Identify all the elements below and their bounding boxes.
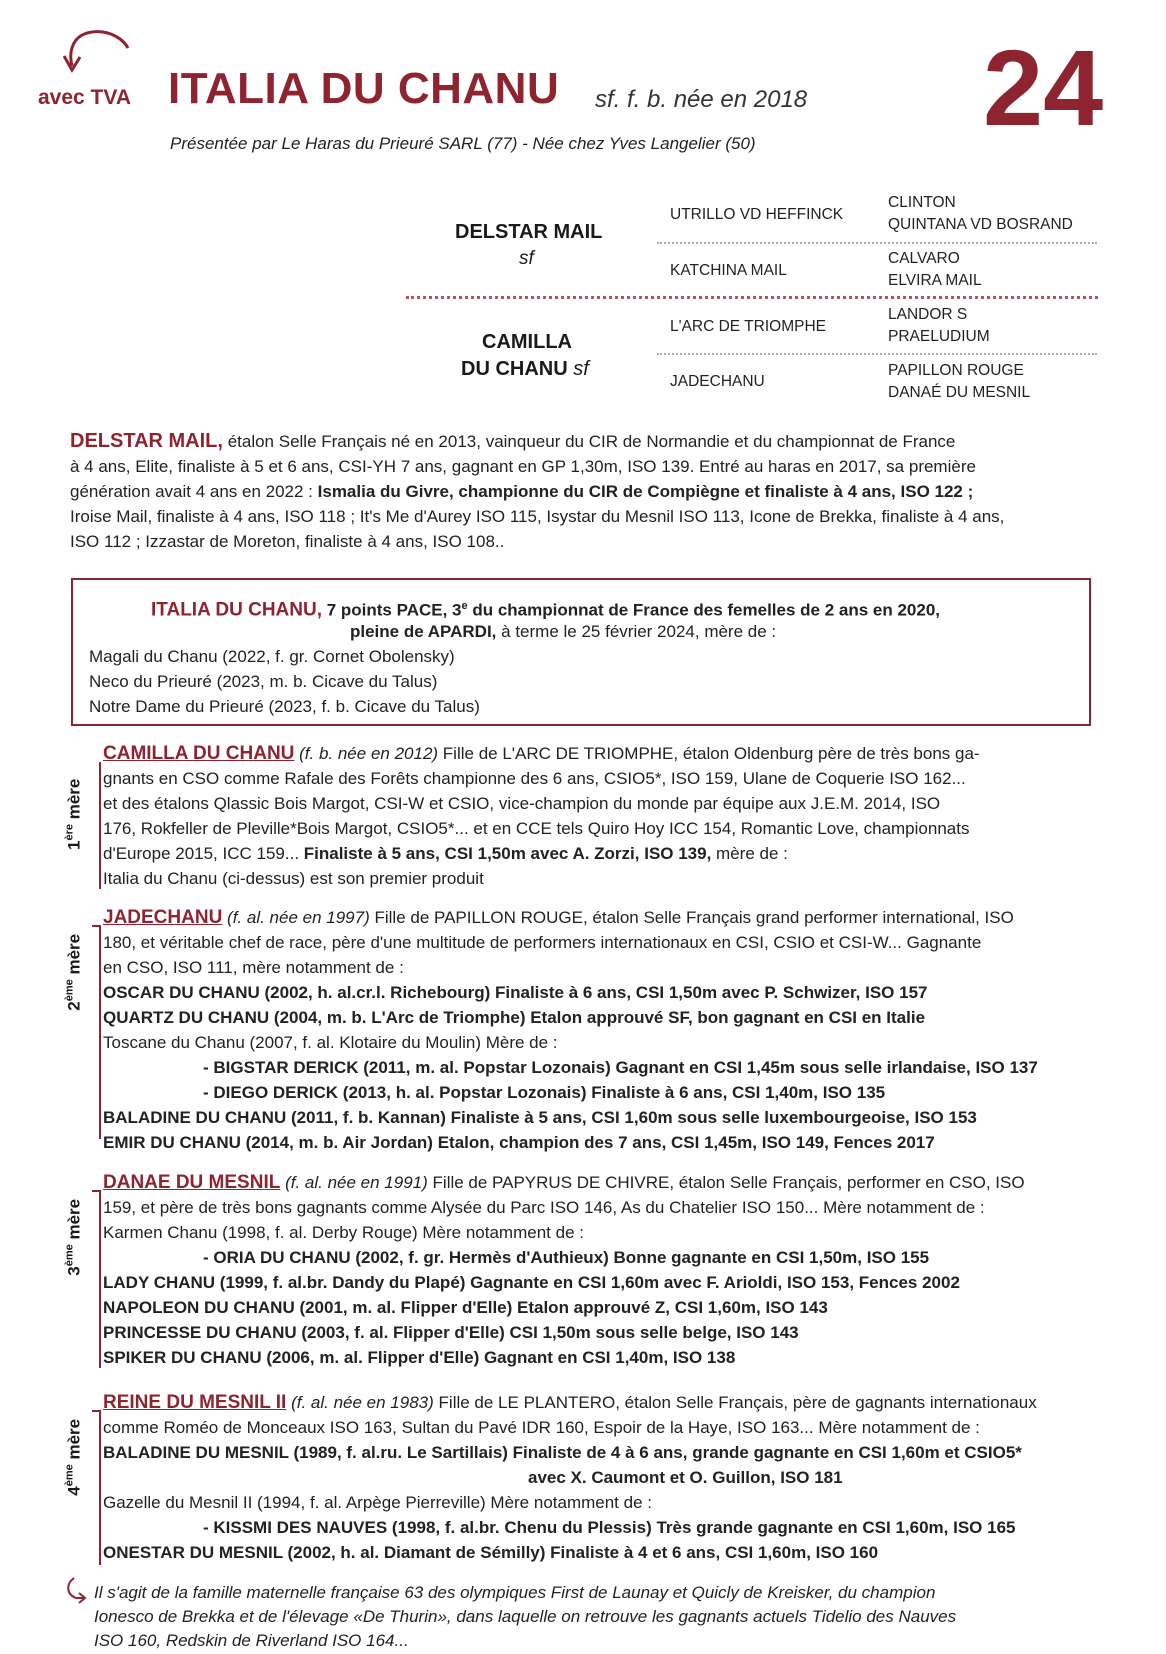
dam-line: avec X. Caumont et O. Guillon, ISO 181 <box>528 1468 843 1487</box>
ped-sdd: ELVIRA MAIL <box>888 272 982 289</box>
box-progeny: Neco du Prieuré (2023, m. b. Cicave du Talus) <box>89 672 438 691</box>
dam-line: EMIR DU CHANU (2014, m. b. Air Jordan) Etalon, champion des 7 ans, CSI 1,45m, ISO 149, Fences 2017 <box>103 1133 935 1152</box>
footer-note: Il s'agit de la famille maternelle française 63 des olympiques First de Launay et Quicly de Kreisker, du champion <box>94 1583 936 1602</box>
fourth-dam-label: 4ème mère <box>63 1418 84 1496</box>
dam-line: ONESTAR DU MESNIL (2002, h. al. Diamant de Sémilly) Finaliste à 4 et 6 ans, CSI 1,60m, ISO 160 <box>103 1543 879 1562</box>
sire-text-line: DELSTAR MAIL, étalon Selle Français né en 2013, vainqueur du CIR de Normandie et du championnat de France <box>70 430 956 452</box>
ped-dd: JADECHANU <box>670 373 765 390</box>
dam-name-line2: DU CHANU sf <box>461 358 589 380</box>
ped-ss: UTRILLO VD HEFFINCK <box>670 206 844 223</box>
dam-line: BALADINE DU CHANU (2011, f. b. Kannan) Finaliste à 5 ans, CSI 1,60m sous selle luxembourgeoise, ISO 153 <box>103 1108 977 1127</box>
dam-line: 176, Rokfeller de Pleville*Bois Margot, CSIO5*... et en CCE tels Quiro Hoy ICC 154, Romantic Love, championnats <box>103 819 970 838</box>
horse-description: sf. f. b. née en 2018 <box>595 86 808 113</box>
box-progeny: Notre Dame du Prieuré (2023, f. b. Cicave du Talus) <box>89 697 480 716</box>
dam-line: REINE DU MESNIL II (f. al. née en 1983) Fille de LE PLANTERO, étalon Selle Français, père de gagnants internationaux <box>103 1392 1037 1413</box>
dam-line: SPIKER DU CHANU (2006, m. al. Flipper d'Elle) Gagnant en CSI 1,40m, ISO 138 <box>103 1348 736 1367</box>
dam-line: comme Roméo de Monceaux ISO 163, Sultan du Pavé IDR 160, Espoir de la Haye, ISO 163... Mère notamment de : <box>103 1418 980 1437</box>
ped-dds: PAPILLON ROUGE <box>888 362 1024 379</box>
footer-note: ISO 160, Redskin de Riverland ISO 164... <box>94 1631 409 1650</box>
dam-line: JADECHANU (f. al. née en 1997) Fille de PAPILLON ROUGE, étalon Selle Français grand performer international, ISO <box>103 907 1014 928</box>
footer-note: Ionesco de Brekka et de l'élevage «De Thurin», dans laquelle on retrouve les gagnants actuels Tidelio des Nauves <box>94 1607 957 1626</box>
pedigree-divider-main <box>406 296 1098 299</box>
ped-dsd: PRAELUDIUM <box>888 328 990 345</box>
horse-name: ITALIA DU CHANU <box>168 64 560 113</box>
dam-line: - DIEGO DERICK (2013, h. al. Popstar Lozonais) Finaliste à 6 ans, CSI 1,40m, ISO 135 <box>203 1083 886 1102</box>
section-rule <box>99 1190 101 1368</box>
ped-sd: KATCHINA MAIL <box>670 262 787 279</box>
ped-dss: LANDOR S <box>888 306 968 323</box>
dam-line: - KISSMI DES NAUVES (1998, f. al.br. Chenu du Plessis) Très grande gagnante en CSI 1,60m, ISO 165 <box>203 1518 1016 1537</box>
sire-text-line: à 4 ans, Elite, finaliste à 5 et 6 ans, CSI-YH 7 ans, gagnant en GP 1,30m, ISO 139. Entré au haras en 2017, sa première <box>70 457 976 476</box>
dam-line: Italia du Chanu (ci-dessus) est son premier produit <box>103 869 484 888</box>
dam-line: 180, et véritable chef de race, père d'une multitude de performers internationaux en CSI, CSIO et CSI-W... Gagnante <box>103 933 982 952</box>
curved-arrow-icon <box>64 1576 88 1604</box>
sire-text-line: ISO 112 ; Izzastar de Moreton, finaliste à 4 ans, ISO 108.. <box>70 532 505 551</box>
sire-name: DELSTAR MAIL <box>455 221 603 243</box>
dam-line: - BIGSTAR DERICK (2011, m. al. Popstar Lozonais) Gagnant en CSI 1,45m sous selle irlandaise, ISO 137 <box>203 1058 1038 1077</box>
section-rule <box>99 1410 101 1565</box>
section-rule <box>99 762 101 889</box>
box-progeny: Magali du Chanu (2022, f. gr. Cornet Obolensky) <box>89 647 455 666</box>
first-dam-label: 1ère mère <box>63 778 84 851</box>
second-dam-label: 2ème mère <box>63 933 84 1011</box>
presented-by: Présentée par Le Haras du Prieuré SARL (77) - Née chez Yves Langelier (50) <box>170 134 756 153</box>
dam-line: - ORIA DU CHANU (2002, f. gr. Hermès d'Authieux) Bonne gagnante en CSI 1,50m, ISO 155 <box>203 1248 930 1267</box>
dam-line: gnants en CSO comme Rafale des Forêts championne des 6 ans, CSIO5*, ISO 159, Ulane de Coquerie ISO 162... <box>103 769 966 788</box>
ped-sds: CALVARO <box>888 250 960 267</box>
dam-line: OSCAR DU CHANU (2002, h. al.cr.l. Richebourg) Finaliste à 6 ans, CSI 1,50m avec P. Schwizer, ISO 157 <box>103 983 928 1002</box>
sire-breed: sf <box>519 248 534 269</box>
third-dam-label: 3ème mère <box>63 1198 84 1276</box>
curved-arrow-icon <box>58 26 138 76</box>
dam-line: NAPOLEON DU CHANU (2001, m. al. Flipper d'Elle) Etalon approuvé Z, CSI 1,60m, ISO 143 <box>103 1298 828 1317</box>
ped-ds: L'ARC DE TRIOMPHE <box>670 318 826 335</box>
box-line: ITALIA DU CHANU, 7 points PACE, 3e du championnat de France des femelles de 2 ans en 2020, <box>151 599 941 621</box>
dam-line: et des étalons Qlassic Bois Margot, CSI-W et CSIO, vice-champion du monde par équipe aux J.E.M. 2014, ISO <box>103 794 941 813</box>
section-rule <box>99 925 101 1139</box>
sire-text-line: génération avait 4 ans en 2022 : Ismalia du Givre, championne du CIR de Compiègne et finaliste à 4 ans, ISO 122 ; <box>70 482 974 501</box>
dam-line: Karmen Chanu (1998, f. al. Derby Rouge) Mère notamment de : <box>103 1223 584 1242</box>
pedigree-divider <box>657 242 1097 244</box>
lot-number: 24 <box>983 27 1104 148</box>
dam-line: QUARTZ DU CHANU (2004, m. b. L'Arc de Triomphe) Etalon approuvé SF, bon gagnant en CSI en Italie <box>103 1008 926 1027</box>
sire-text-line: Iroise Mail, finaliste à 4 ans, ISO 118 ; It's Me d'Aurey ISO 115, Isystar du Mesnil ISO 113, Icone de Brekka, finaliste à 4 ans, <box>70 507 1005 526</box>
dam-line: PRINCESSE DU CHANU (2003, f. al. Flipper d'Elle) CSI 1,50m sous selle belge, ISO 143 <box>103 1323 799 1342</box>
dam-line: Gazelle du Mesnil II (1994, f. al. Arpège Pierreville) Mère notamment de : <box>103 1493 652 1512</box>
dam-line: CAMILLA DU CHANU (f. b. née en 2012) Fille de L'ARC DE TRIOMPHE, étalon Oldenburg père de très bons ga- <box>103 743 980 764</box>
dam-line: 159, et père de très bons gagnants comme Alysée du Parc ISO 146, As du Chatelier ISO 150... Mère notamment de : <box>103 1198 985 1217</box>
pedigree-divider <box>657 353 1097 355</box>
ped-ddd: DANAÉ DU MESNIL <box>888 384 1031 401</box>
dam-line: Toscane du Chanu (2007, f. al. Klotaire du Moulin) Mère de : <box>103 1033 558 1052</box>
ped-ssd: QUINTANA VD BOSRAND <box>888 216 1073 233</box>
dam-line: LADY CHANU (1999, f. al.br. Dandy du Plapé) Gagnante en CSI 1,60m avec F. Arioldi, ISO 153, Fences 2002 <box>103 1273 960 1292</box>
dam-name-line1: CAMILLA <box>482 331 572 353</box>
dam-line: DANAE DU MESNIL (f. al. née en 1991) Fille de PAPYRUS DE CHIVRE, étalon Selle Français, performer en CSO, ISO <box>103 1172 1025 1193</box>
dam-line: BALADINE DU MESNIL (1989, f. al.ru. Le Sartillais) Finaliste de 4 à 6 ans, grande gagnante en CSI 1,60m et CSIO5* <box>103 1443 1022 1462</box>
dam-line: d'Europe 2015, ICC 159... Finaliste à 5 ans, CSI 1,50m avec A. Zorzi, ISO 139, mère de : <box>103 844 788 863</box>
box-line: pleine de APARDI, à terme le 25 février 2024, mère de : <box>350 622 777 641</box>
dam-line: en CSO, ISO 111, mère notamment de : <box>103 958 404 977</box>
ped-sss: CLINTON <box>888 194 956 211</box>
tva-label: avec TVA <box>38 86 131 109</box>
